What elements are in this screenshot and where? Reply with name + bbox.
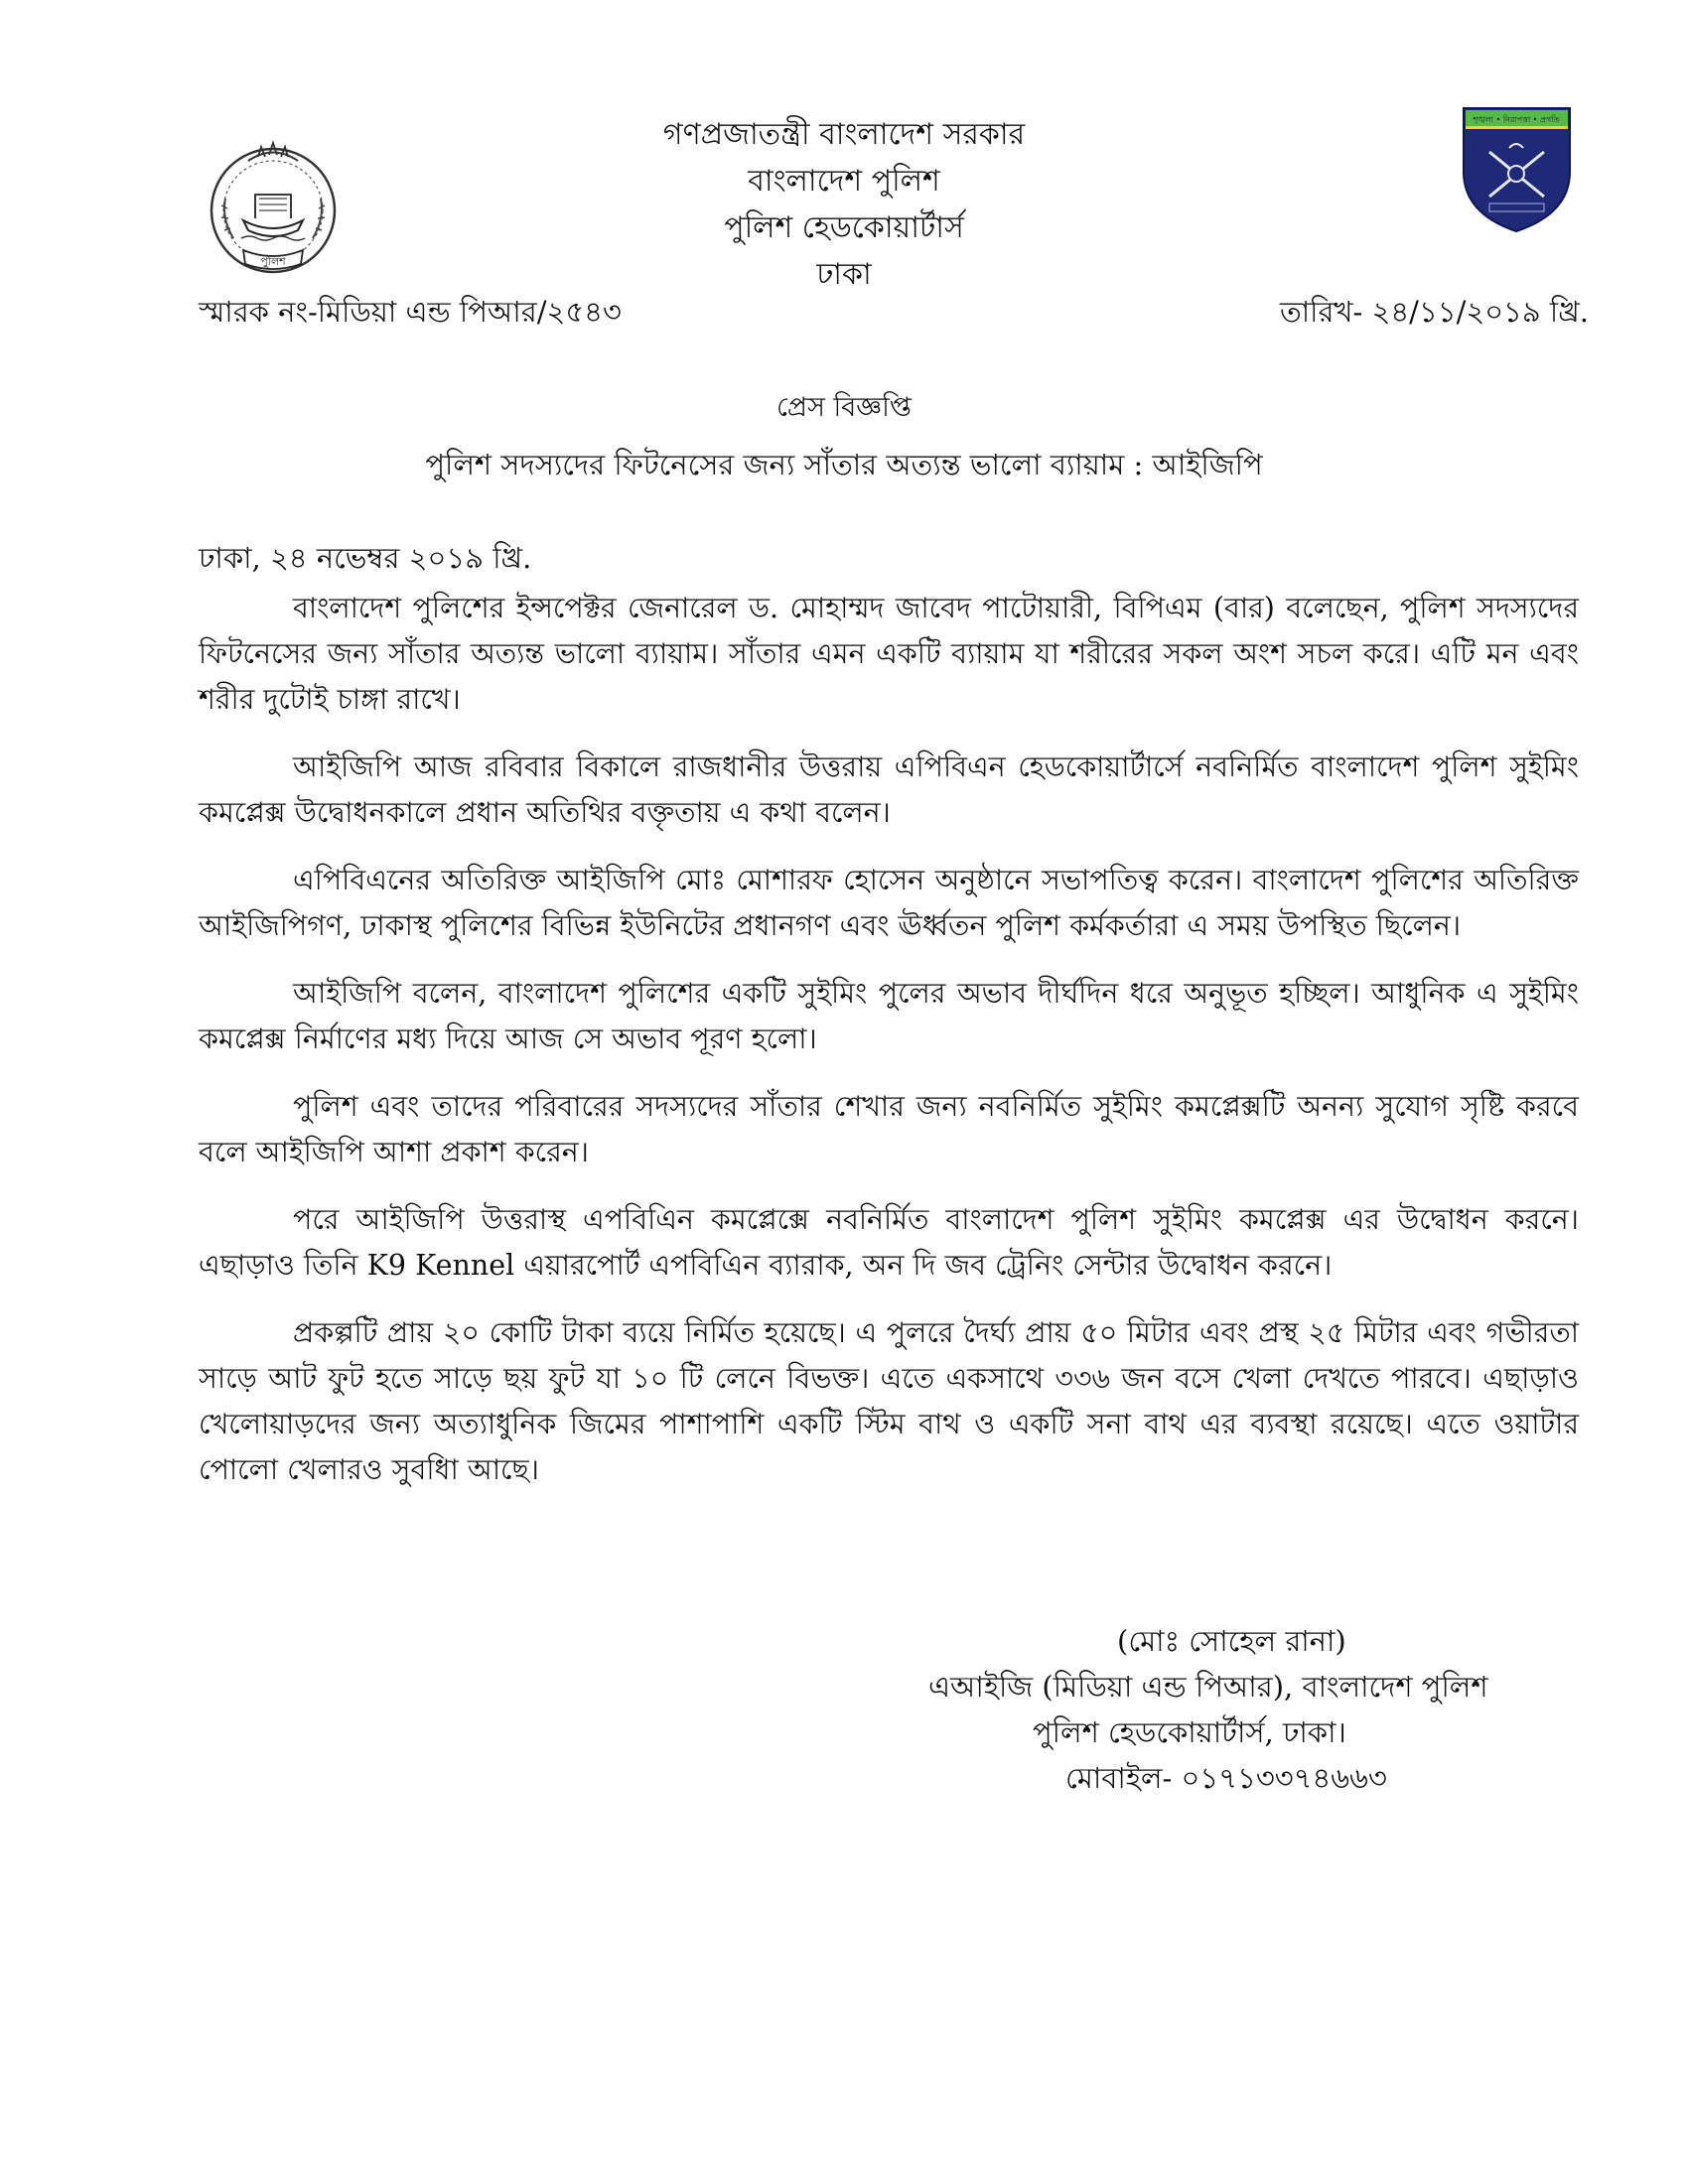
svg-text:পুলিশ: পুলিশ [260,255,286,268]
office-name: পুলিশ হেডকোয়ার্টার্স [724,210,964,245]
press-release-body [199,586,1579,1515]
memo-number: স্মারক নং-মিডিয়া এন্ড পিআর/২৫৪৩ [199,295,622,329]
signatory-mobile: মোবাইল- ০১৭১৩৩৭৪৬৬৩ [1065,1761,1387,1795]
signatory-office: পুলিশ হেডকোয়ার্টার্স, ঢাকা। [1033,1715,1346,1749]
government-name: গণপ্রজাতন্ত্রী বাংলাদেশ সরকার [662,117,1026,152]
bangladesh-police-emblem-icon [204,139,343,278]
body-paragraph: পুলিশ এবং তাদের পরিবারের সদস্যদের সাঁতার শেখার জন্য নবনির্মিত সুইমিং কমপ্লেক্সটি অনন্য সুযোগ সৃষ্টি করবে বলে আইজিপি আশা প্রকাশ করেন। [199,1090,1579,1168]
body-paragraph: এপিবিএনের অতিরিক্ত আইজিপি মোঃ মোশারফ হোসেন অনুষ্ঠানে সভাপতিত্ব করেন। বাংলাদেশ পুলিশের অতিরিক্ত আইজিপিগণ, ঢাকাস্থ পুলিশের বিভিন্ন ইউনিটের প্রধানগণ এবং ঊর্ধ্বতন পুলিশ কর্মকর্তারা এ সময় উপস্থিত ছিলেন। [199,864,1579,942]
organization-name: বাংলাদেশ পুলিশ [748,164,940,199]
svg-text:শৃঙ্খলা • নিরাপত্তা • প্রগতি: শৃঙ্খলা • নিরাপত্তা • প্রগতি [1473,115,1560,124]
police-headquarters-shield-icon [1460,102,1574,236]
body-paragraph: প্রকল্পটি প্রায় ২০ কোটি টাকা ব্যয়ে নির্মিত হয়েছে। এ পুলরে দৈর্ঘ্য প্রায় ৫০ মিটার এবং প্রস্থ ২৫ মিটার এবং গভীরতা সাড়ে আট ফুট হতে সাড়ে ছয় ফুট যা ১০ টি লেনে বিভক্ত। এতে একসাথে ৩৩৬ জন বসে খেলা দেখতে পারবে। এছাড়াও খেলোয়াড়দের জন্য অত্যাধুনিক জিমের পাশাপাশি একটি স্টিম বাথ ও একটি সনা বাথ এর ব্যবস্থা রয়েছে। এতে ওয়াটার পোলো খেলারও সুবধিা আছে। [199,1316,1579,1486]
body-paragraph: আইজিপি আজ রবিবার বিকালে রাজধানীর উত্তরায় এপিবিএন হেডকোয়ার্টার্সে নবনির্মিত বাংলাদেশ পুলিশ সুইমিং কমপ্লেক্স উদ্বোধনকালে প্রধান অতিথির বক্তৃতায় এ কথা বলেন। [199,751,1579,829]
page-title: পুলিশ সদস্যদের ফিটনেসের জন্য সাঁতার অত্যন্ত ভালো ব্যায়াম : আইজিপি [425,448,1263,481]
signatory-name: (মোঃ সোহেল রানা) [1117,1624,1346,1658]
body-paragraph: পরে আইজিপি উত্তরাস্থ এপবিএিন কমপ্লেক্সে নবনির্মিত বাংলাদেশ পুলিশ সুইমিং কমপ্লেক্স এর উদ্বোধন করনে। এছাড়াও তিনি K9 Kennel এয়ারপোর্ট এপবিএিন ব্যারাক, অন দি জব ট্রেনিং সেন্টার উদ্বোধন করনে। [199,1203,1579,1282]
signatory-designation: এআইজি (মিডিয়া এন্ড পিআর), বাংলাদেশ পুলিশ [928,1670,1488,1704]
body-paragraph: আইজিপি বলেন, বাংলাদেশ পুলিশের একটি সুইমিং পুলের অভাব দীর্ঘদিন ধরে অনুভূত হচ্ছিল। আধুনিক এ সুইমিং কমপ্লেক্স নির্মাণের মধ্য দিয়ে আজ সে অভাব পূরণ হলো। [199,977,1579,1055]
organization-header [496,111,1192,298]
document-type: প্রেস বিজ্ঞপ্তি [775,392,913,423]
memo-date: তারিখ- ২৪/১১/২০১৯ খ্রি. [1280,295,1589,329]
reference-line [199,290,1589,335]
body-paragraph: বাংলাদেশ পুলিশের ইন্সপেক্টর জেনারেল ড. মোহাম্মদ জাবেদ পাটোয়ারী, বিপিএম (বার) বলেছেন, পুলিশ সদস্যদের ফিটনেসের জন্য সাঁতার অত্যন্ত ভালো ব্যায়াম। সাঁতার এমন একটি ব্যায়াম যা শরীরের সকল অংশ সচল করে। এটি মন এবং শরীর দুটোই চাঙ্গা রাখে। [199,592,1579,716]
signature-block [854,1618,1688,1801]
dateline: ঢাকা, ২৪ নভেম্বর ২০১৯ খ্রি. [199,541,532,575]
city-name: ঢাকা [816,257,872,292]
